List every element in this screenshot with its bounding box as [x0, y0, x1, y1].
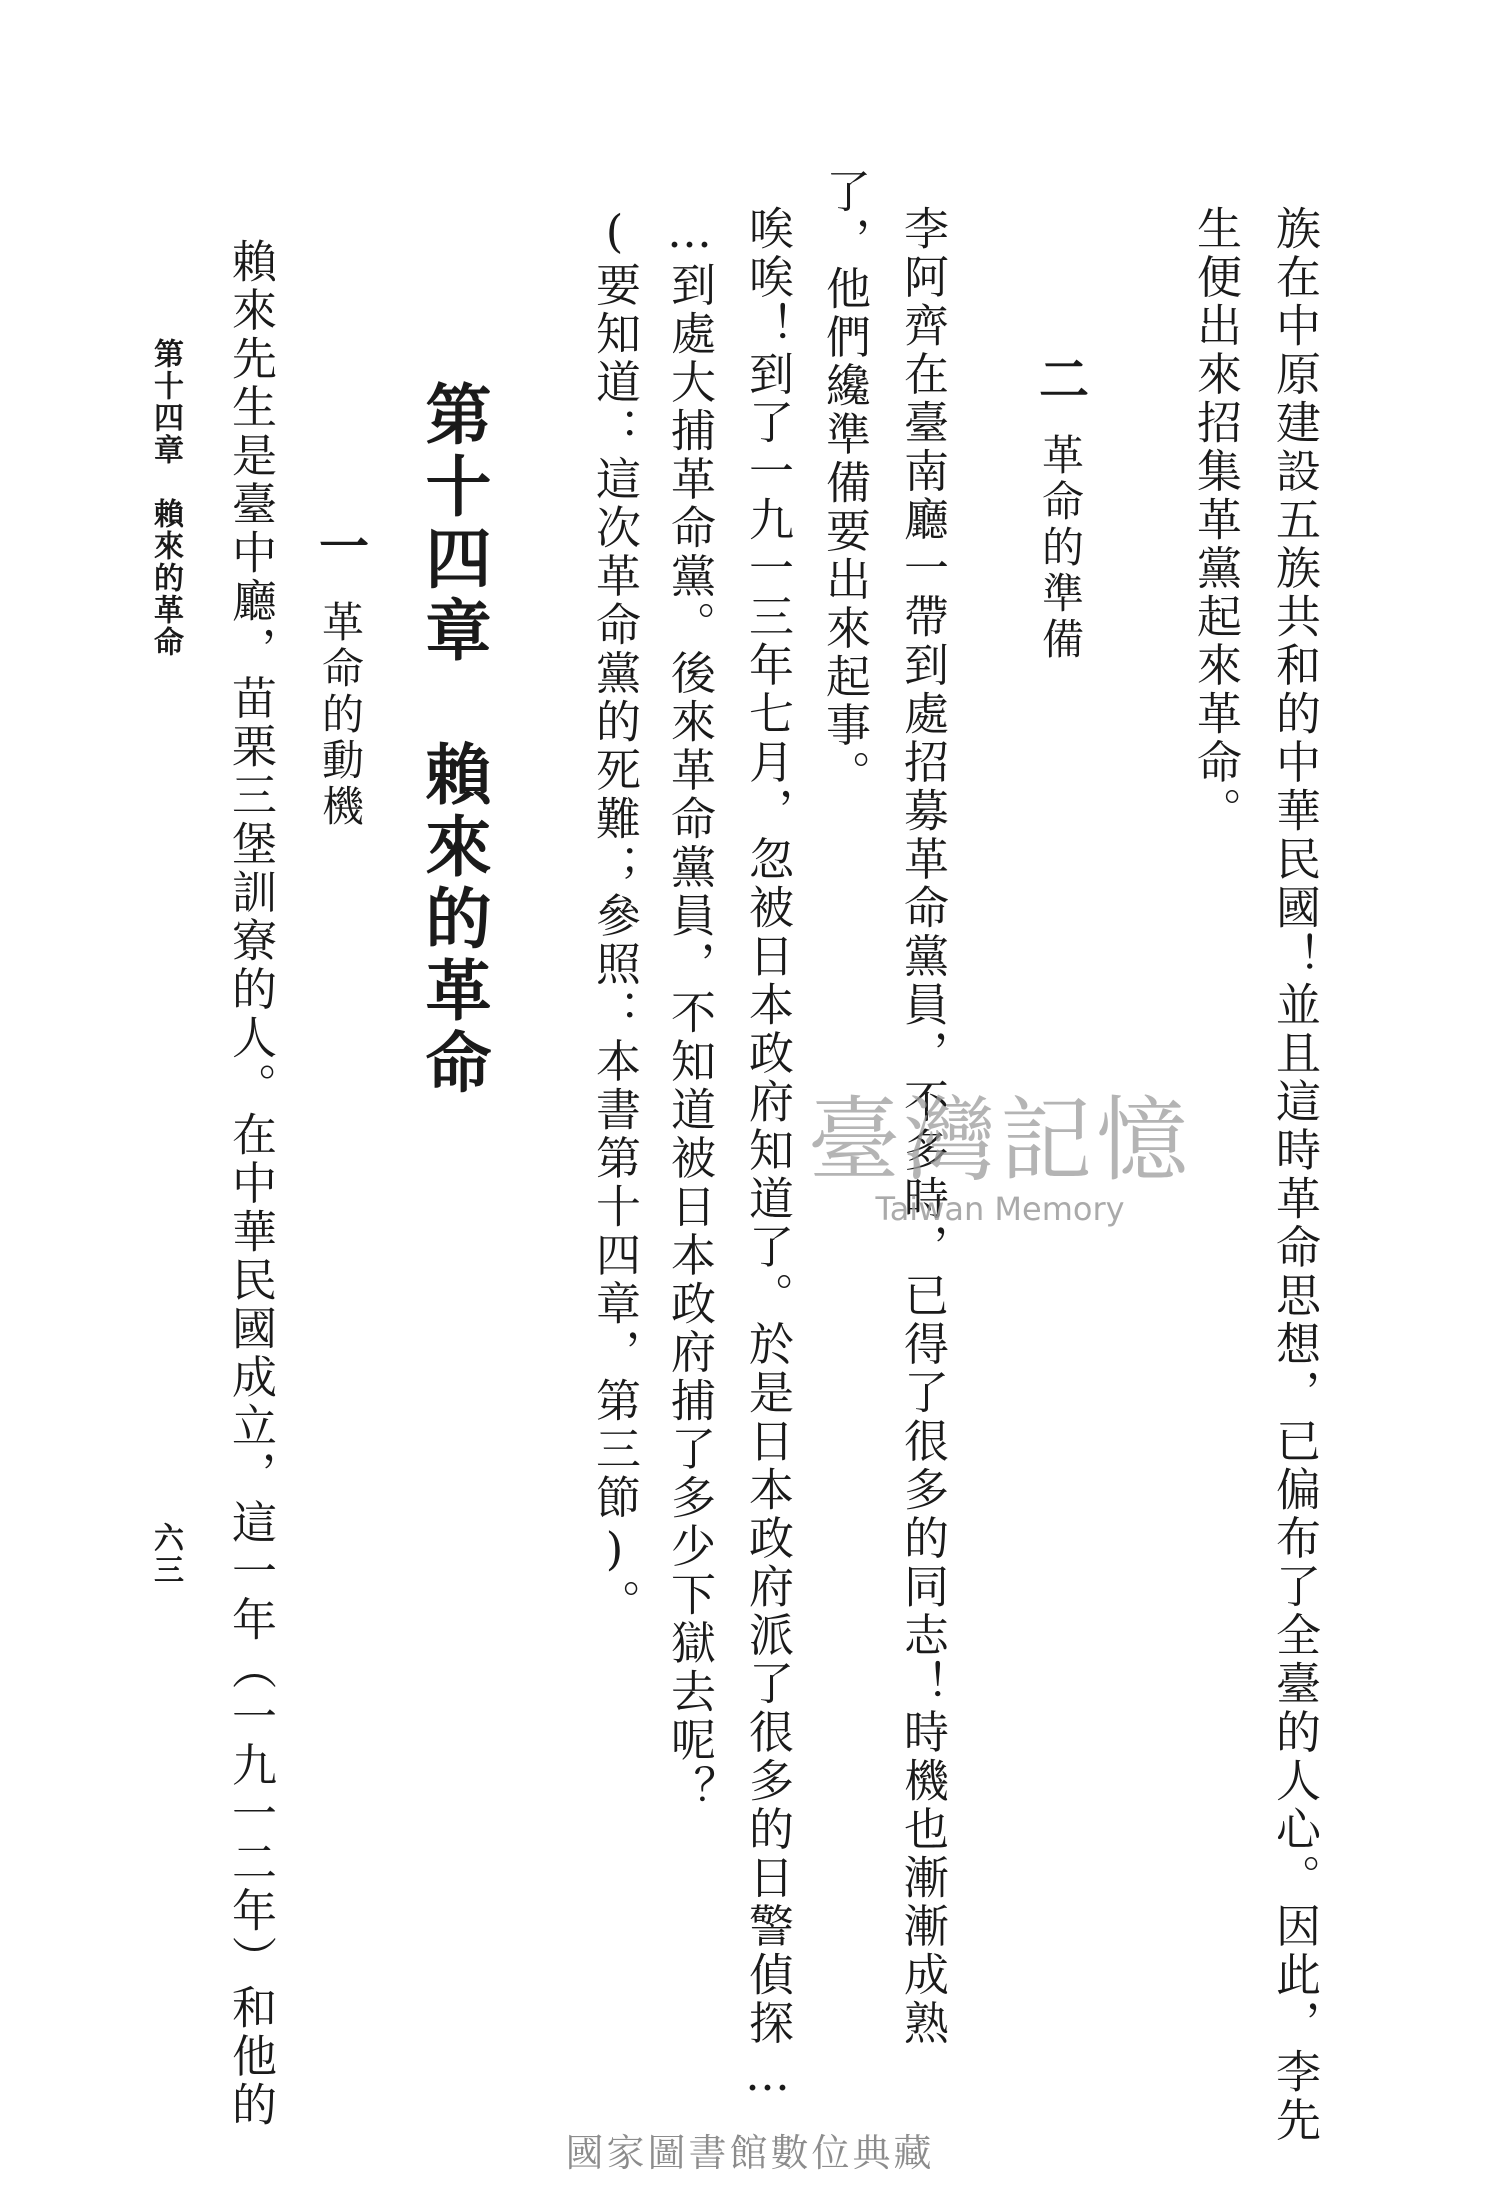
section-heading-motive	[311, 520, 370, 830]
section-number: 二	[1031, 353, 1090, 433]
footer-credit: 國家圖書館數位典藏	[565, 2131, 935, 2175]
running-head: 第十四章 賴來的革命	[148, 338, 183, 658]
watermark-chinese: 臺灣記憶	[807, 1087, 1192, 1194]
taiwan-memory-watermark	[780, 1087, 1220, 1255]
text-column: 李阿齊在臺南廳一帶到處招募革命黨員，不多時，已得了很多的同志！時機也漸漸成熟	[896, 205, 949, 2048]
section-title: 革命的動機	[316, 600, 365, 830]
text-column: 了，他們纔準備要出來起事。	[818, 168, 871, 799]
text-column: 賴來先生是臺中廳，苗栗三堡訓寮的人。在中華民國成立，這一年（一九一二年）和他的	[224, 238, 277, 2130]
text-column: 唉唉！到了一九一三年七月，忽被日本政府知道了。於是日本政府派了很多的日警偵探…	[741, 205, 794, 2105]
section-number: 一	[311, 520, 370, 600]
page-number: 六三	[148, 1522, 183, 1586]
section-title: 革命的準備	[1036, 433, 1085, 663]
text-column: 族在中原建設五族共和的中華民國！並且這時革命思想，已偏布了全臺的人心。因此，李先	[1268, 205, 1321, 2145]
section-heading-preparation	[1031, 353, 1090, 663]
chapter-title: 第十四章 賴來的革命	[414, 380, 492, 1100]
text-column: 生便出來招集革黨起來革命。	[1189, 205, 1242, 836]
watermark-english: Taiwan Memory	[875, 1190, 1125, 1228]
text-column: (要知道：這次革命黨的死難；參照：本書第十四章，第三節)。	[588, 205, 641, 1628]
text-column: …到處大捕革命黨。後來革命黨員，不知道被日本政府捕了多少下獄去呢？	[663, 205, 716, 1814]
